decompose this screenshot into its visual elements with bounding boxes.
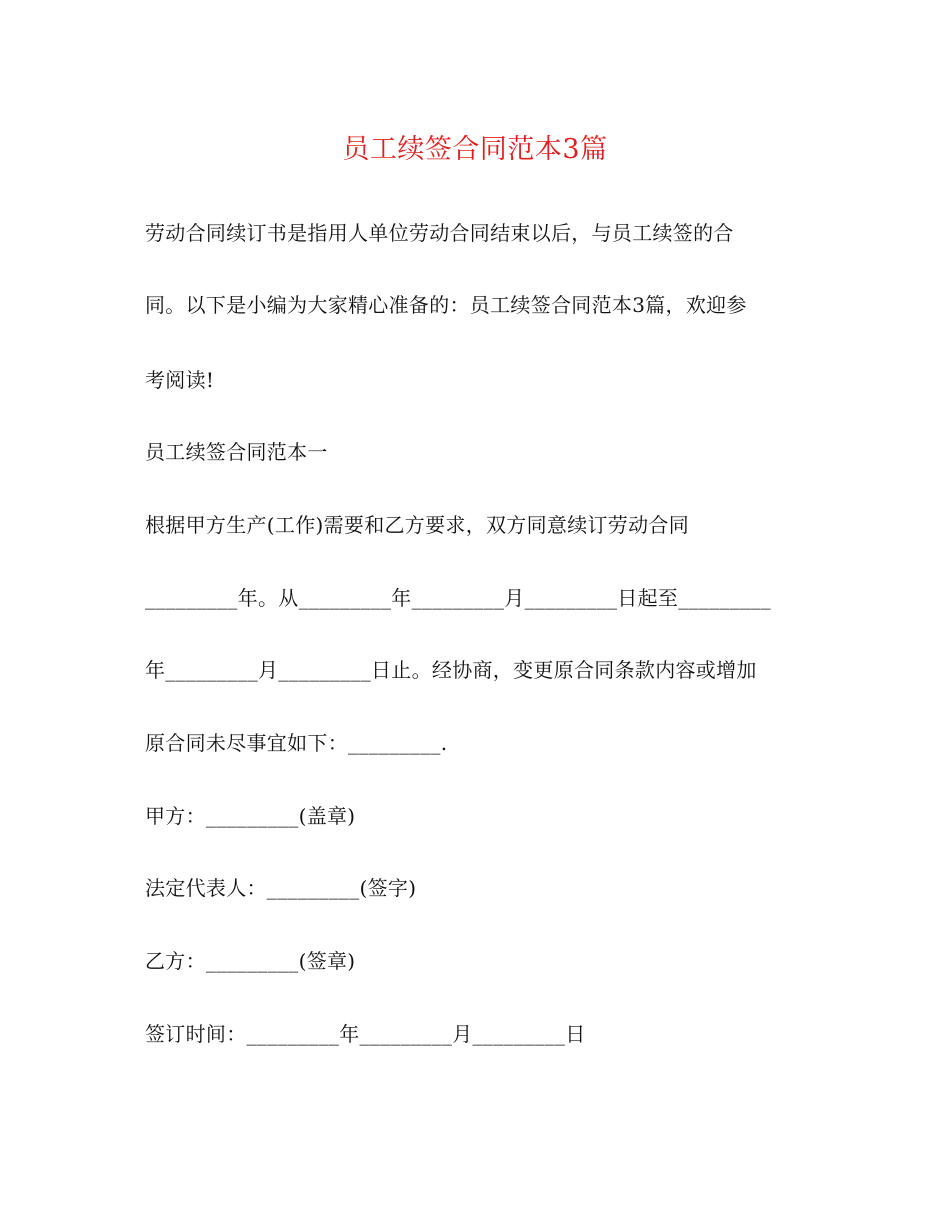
paragraph-line: 原合同未尽事宜如下：_________. bbox=[145, 731, 448, 755]
paragraph-line: 劳动合同续订书是指用人单位劳动合同结束以后，与员工续签的合 bbox=[145, 221, 734, 245]
paragraph-line: 考阅读! bbox=[145, 368, 215, 392]
document-title: 员工续签合同范本3篇 bbox=[342, 134, 608, 165]
party-a-line: 甲方：_________(盖章) bbox=[145, 804, 356, 828]
paragraph-line: 根据甲方生产(工作)需要和乙方要求，双方同意续订劳动合同 bbox=[145, 513, 690, 537]
paragraph-line: _________年。从_________年_________月_________日起至_________ bbox=[145, 586, 771, 610]
legal-representative-line: 法定代表人：_________(签字) bbox=[145, 876, 417, 900]
signing-date-line: 签订时间：_________年_________月_________日 bbox=[145, 1022, 586, 1046]
section-heading: 员工续签合同范本一 bbox=[145, 440, 328, 464]
party-b-line: 乙方：_________(签章) bbox=[145, 949, 356, 973]
paragraph-line: 年_________月_________日止。经协商，变更原合同条款内容或增加 bbox=[145, 658, 757, 682]
paragraph-line: 同。以下是小编为大家精心准备的：员工续签合同范本3篇，欢迎参 bbox=[145, 293, 747, 317]
